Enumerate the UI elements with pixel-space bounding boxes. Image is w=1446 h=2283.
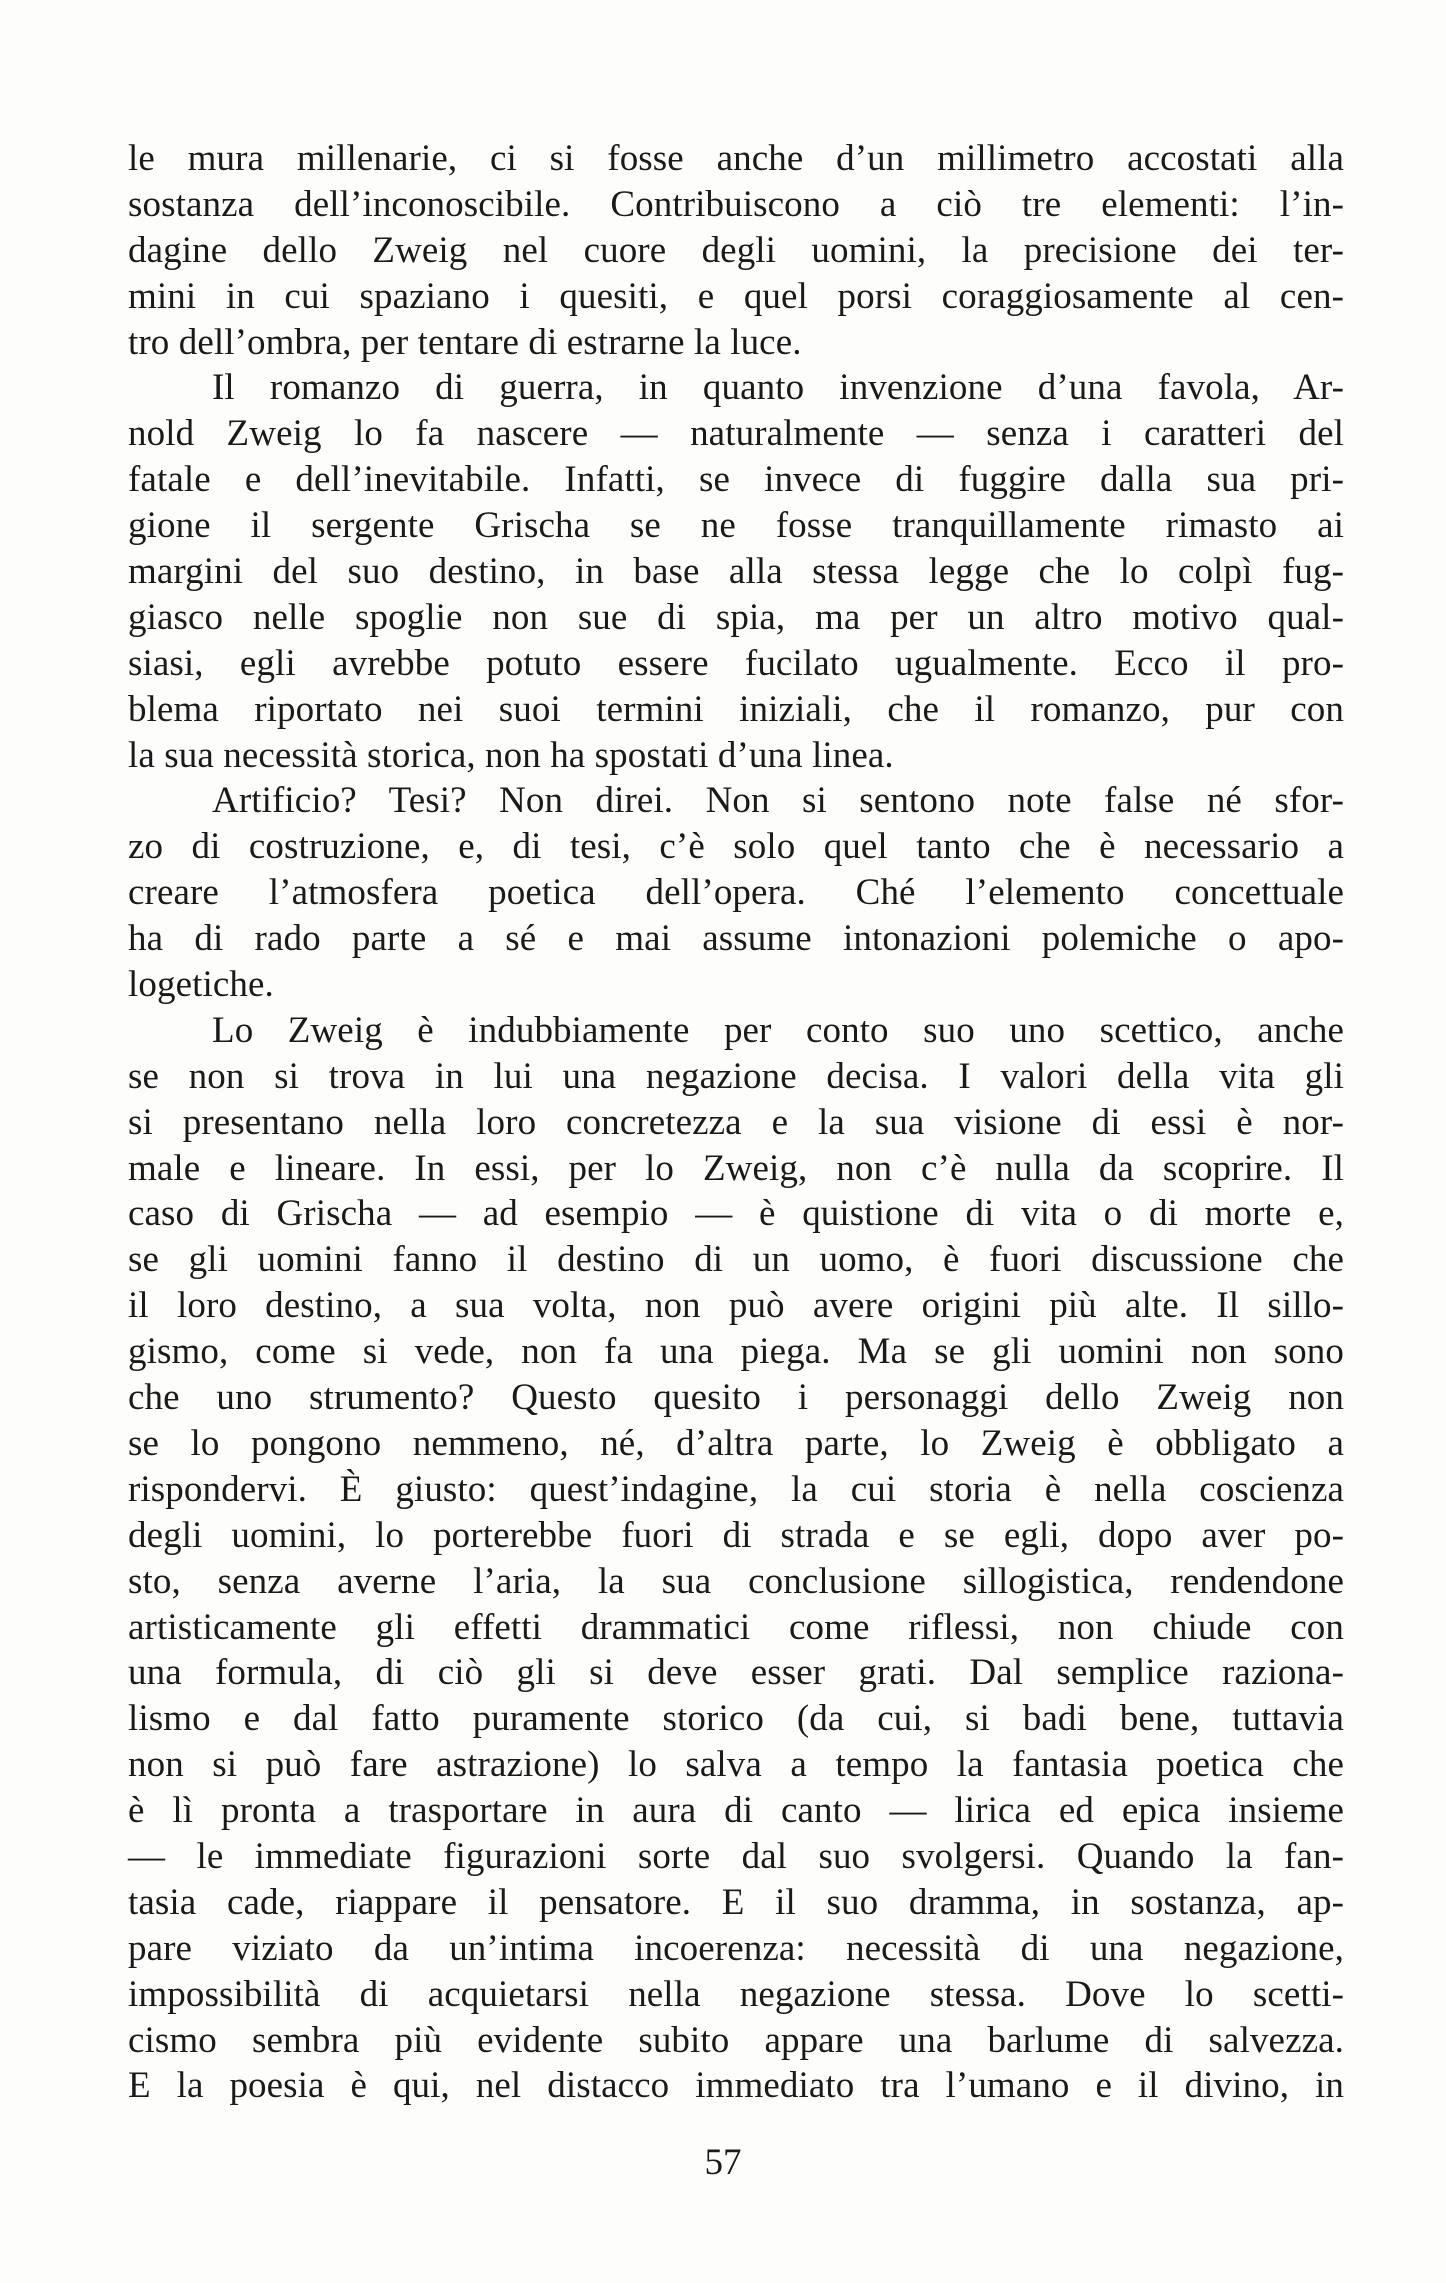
text-line: gismo, come si vede, non fa una piega. Ma se gli uomini non sono <box>128 1331 1344 1373</box>
text-line: ha di rado parte a sé e mai assume intonazioni polemiche o apo- <box>128 918 1344 960</box>
text-line: non si può fare astrazione) lo salva a tempo la fantasia poetica che <box>128 1744 1344 1786</box>
body-text <box>128 136 1344 2109</box>
text-line: mini in cui spaziano i quesiti, e quel porsi coraggiosamente al cen- <box>128 275 1344 317</box>
text-line: Il romanzo di guerra, in quanto invenzione d’una favola, Ar- <box>212 367 1344 409</box>
text-line: dagine dello Zweig nel cuore degli uomini, la precisione dei ter- <box>128 229 1344 271</box>
text-line: degli uomini, lo porterebbe fuori di strada e se egli, dopo aver po- <box>128 1514 1344 1556</box>
text-line: lismo e dal fatto puramente storico (da cui, si badi bene, tuttavia <box>128 1698 1344 1740</box>
text-line: il loro destino, a sua volta, non può avere origini più alte. Il sillo- <box>128 1285 1344 1327</box>
text-line: — le immediate figurazioni sorte dal suo svolgersi. Quando la fan- <box>128 1835 1344 1877</box>
text-line: creare l’atmosfera poetica dell’opera. Ché l’elemento concettuale <box>128 872 1344 914</box>
text-line: caso di Grischa — ad esempio — è quistione di vita o di morte e, <box>128 1193 1344 1235</box>
page-number: 57 <box>704 2142 742 2183</box>
text-line: nold Zweig lo fa nascere — naturalmente — senza i caratteri del <box>128 413 1344 455</box>
text-line: giasco nelle spoglie non sue di spia, ma per un altro motivo qual- <box>128 596 1344 638</box>
text-line: blema riportato nei suoi termini iniziali, che il romanzo, pur con <box>128 688 1344 730</box>
text-line: E la poesia è qui, nel distacco immediato tra l’umano e il divino, in <box>128 2065 1344 2107</box>
text-line: che uno strumento? Questo quesito i personaggi dello Zweig non <box>128 1377 1344 1419</box>
text-line: impossibilità di acquietarsi nella negazione stessa. Dove lo scetti- <box>128 1973 1344 2015</box>
text-line: artisticamente gli effetti drammatici come riflessi, non chiude con <box>128 1606 1344 1648</box>
text-line: è lì pronta a trasportare in aura di canto — lirica ed epica insieme <box>128 1790 1344 1832</box>
text-line: Lo Zweig è indubbiamente per conto suo uno scettico, anche <box>212 1009 1344 1051</box>
text-line: tasia cade, riappare il pensatore. E il suo dramma, in sostanza, ap- <box>128 1881 1344 1923</box>
text-line: male e lineare. In essi, per lo Zweig, non c’è nulla da scoprire. Il <box>128 1147 1344 1189</box>
text-line: se gli uomini fanno il destino di un uomo, è fuori discussione che <box>128 1239 1344 1281</box>
text-line: zo di costruzione, e, di tesi, c’è solo quel tanto che è necessario a <box>128 826 1344 868</box>
text-line: siasi, egli avrebbe potuto essere fucilato ugualmente. Ecco il pro- <box>128 642 1344 684</box>
text-line: gione il sergente Grischa se ne fosse tranquillamente rimasto ai <box>128 505 1344 547</box>
text-line: la sua necessità storica, non ha spostati d’una linea. <box>128 734 894 776</box>
text-line: pare viziato da un’intima incoerenza: necessità di una negazione, <box>128 1927 1344 1969</box>
text-line: se lo pongono nemmeno, né, d’altra parte, lo Zweig è obbligato a <box>128 1422 1344 1464</box>
text-line: cismo sembra più evidente subito appare una barlume di salvezza. <box>128 2019 1344 2061</box>
text-line: sto, senza averne l’aria, la sua conclusione sillogistica, rendendone <box>128 1560 1344 1602</box>
text-line: le mura millenarie, ci si fosse anche d’un millimetro accostati alla <box>128 138 1344 179</box>
text-line: sostanza dell’inconoscibile. Contribuiscono a ciò tre elementi: l’in- <box>128 183 1344 225</box>
text-line: fatale e dell’inevitabile. Infatti, se invece di fuggire dalla sua pri- <box>128 459 1344 501</box>
text-line: se non si trova in lui una negazione decisa. I valori della vita gli <box>128 1055 1344 1097</box>
text-line: rispondervi. È giusto: quest’indagine, la cui storia è nella coscienza <box>128 1468 1344 1510</box>
text-line: margini del suo destino, in base alla stessa legge che lo colpì fug- <box>128 551 1344 593</box>
text-line: logetiche. <box>128 964 274 1006</box>
text-line: una formula, di ciò gli si deve esser grati. Dal semplice raziona- <box>128 1652 1344 1694</box>
text-line: Artificio? Tesi? Non direi. Non si sentono note false né sfor- <box>212 780 1344 822</box>
text-line: si presentano nella loro concretezza e la sua visione di essi è nor- <box>128 1101 1344 1143</box>
text-line: tro dell’ombra, per tentare di estrarne la luce. <box>128 321 802 363</box>
